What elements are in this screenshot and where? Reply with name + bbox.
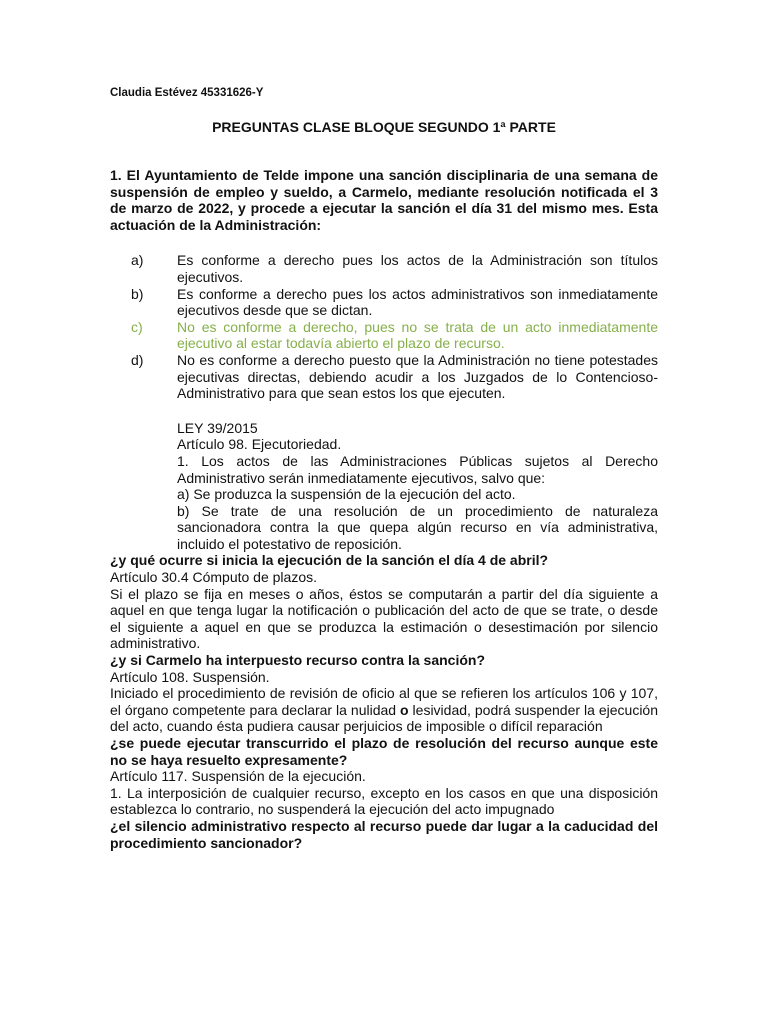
answer-options <box>110 252 658 401</box>
question-5: ¿el silencio administrativo respecto al recurso puede dar lugar a la caducidad del procedimiento sancionador? <box>110 817 658 851</box>
answer-3-title: Artículo 108. Suspensión. <box>110 668 270 685</box>
option-a <box>110 252 658 285</box>
question-2: ¿y qué ocurre si inicia la ejecución de la sanción el día 4 de abril? <box>110 552 549 569</box>
answer-3-text <box>110 685 658 735</box>
document-body <box>110 167 658 851</box>
author-line: Claudia Estévez 45331626-Y <box>110 87 264 99</box>
question-1-text: 1. El Ayuntamiento de Telde impone una sanción disciplinaria de una semana de suspensión de empleo y sueldo, a Carmelo, mediante resolución notificada el 3 de marzo de 2022, y procede a ejecutar la sanción el día 31 del mismo mes. Esta actuación de la Administración: <box>110 167 658 233</box>
law-excerpt <box>177 420 658 553</box>
option-c-correct <box>110 319 658 352</box>
law-item-b: b) Se trate de una resolución de un procedimiento de naturaleza sancionadora contra la que quepa algún recurso en vía administrativa, incluido el potestativo de reposición. <box>177 502 658 552</box>
option-letter: c) <box>131 318 143 335</box>
document-title: PREGUNTAS CLASE BLOQUE SEGUNDO 1ª PARTE <box>212 119 556 135</box>
question-4: ¿se puede ejecutar transcurrido el plazo de resolución del recurso aunque este no se haya resuelto expresamente? <box>110 735 658 768</box>
option-letter: b) <box>131 285 144 302</box>
option-letter: a) <box>131 252 144 269</box>
law-article-title: Artículo 98. Ejecutoriedad. <box>177 436 342 453</box>
answer-2-text: Si el plazo se fija en meses o años, éstos se computarán a partir del día siguiente a aquel en que tenga lugar la notificación o publicación del acto de que se trate, o desde el siguiente a aquel en que se produzca la estimación o desestimación por silencio administrativo. <box>110 585 658 652</box>
option-text: No es conforme a derecho, pues no se trata de un acto inmediatamente ejecutivo al estar todavía abierto el plazo de recurso. <box>177 318 658 352</box>
answer-3-bold-word: o <box>400 701 409 718</box>
answer-4-text: 1. La interposición de cualquier recurso, excepto en los casos en que una disposición establezca lo contrario, no suspenderá la ejecución del acto impugnado <box>110 784 658 818</box>
answer-3-text-after: lesividad, podrá suspender la ejecución del acto, cuando ésta pudiera causar perjuicios de imposible o difícil reparación <box>110 701 658 735</box>
answer-3-text-before: Iniciado el procedimiento de revisión de oficio al que se refieren los artículos 106 y 107, el órgano competente para declarar la nulidad <box>110 685 658 718</box>
option-d <box>110 352 658 402</box>
option-text: Es conforme a derecho pues los actos administrativos son inmediatamente ejecutivos desde que se dictan. <box>177 285 658 319</box>
answer-2-title: Artículo 30.4 Cómputo de plazos. <box>110 569 318 586</box>
law-name: LEY 39/2015 <box>177 419 258 436</box>
option-text: Es conforme a derecho pues los actos de la Administración son títulos ejecutivos. <box>177 252 658 285</box>
law-paragraph: 1. Los actos de las Administraciones Públicas sujetos al Derecho Administrativo serán inmediatamente ejecutivos, salvo que: <box>177 452 658 486</box>
question-3: ¿y si Carmelo ha interpuesto recurso contra la sanción? <box>110 652 485 669</box>
option-b <box>110 286 658 319</box>
law-item-a: a) Se produzca la suspensión de la ejecución del acto. <box>177 486 516 503</box>
option-text: No es conforme a derecho puesto que la Administración no tiene potestades ejecutivas directas, debiendo acudir a los Juzgados de lo Contencioso-Administrativo para que sean estos los que ejecuten. <box>177 351 658 402</box>
answer-4-title: Artículo 117. Suspensión de la ejecución. <box>110 768 366 785</box>
option-letter: d) <box>131 351 144 368</box>
